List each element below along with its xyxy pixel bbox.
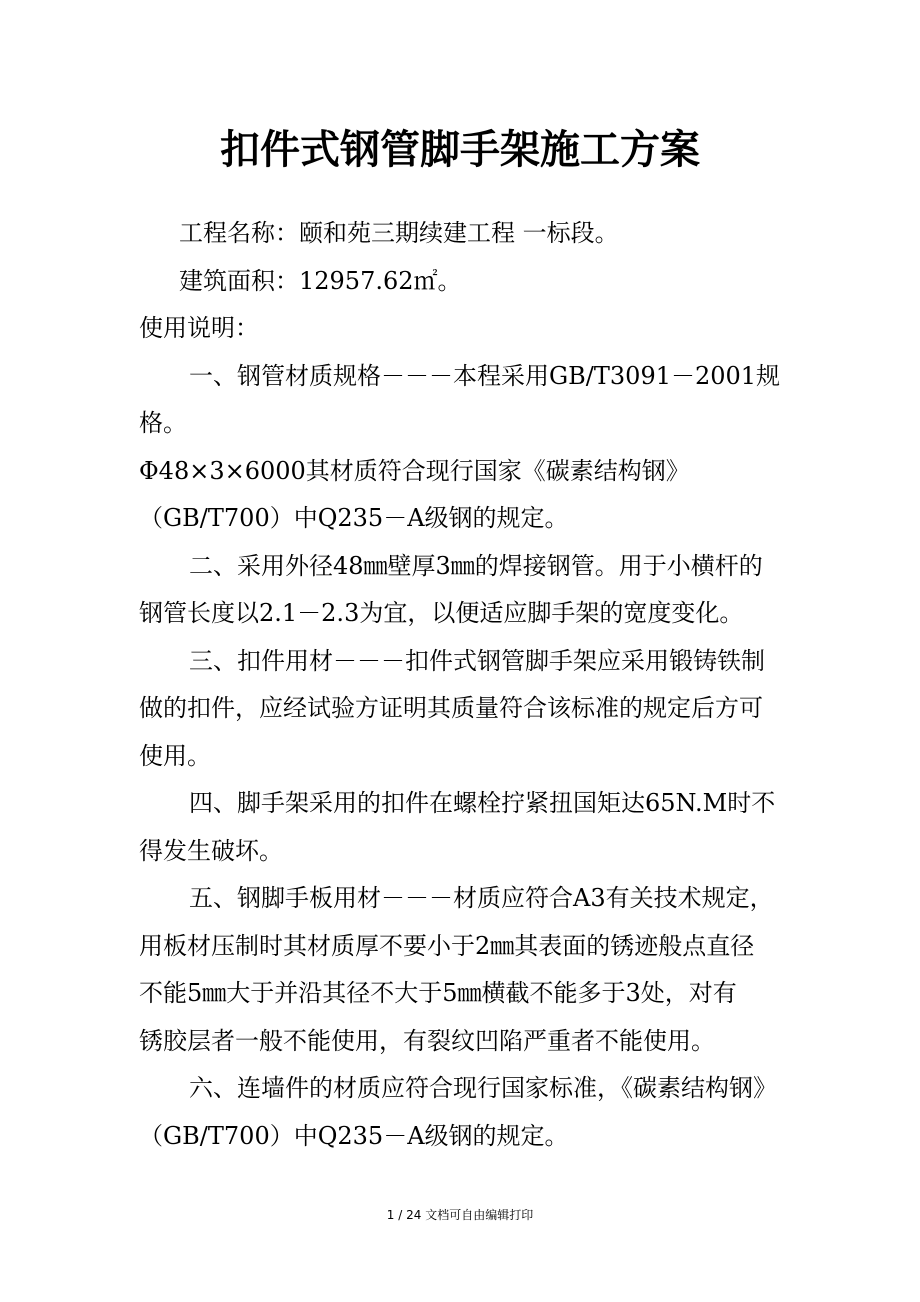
paragraph-line: 一、钢管材质规格－－－本程采用GB/T3091－2001规: [189, 361, 781, 390]
paragraph-line: 格。: [139, 409, 187, 437]
usage-heading: 使用说明：: [139, 314, 259, 342]
paragraph-line: 做的扣件，应经试验方证明其质量符合该标准的规定后方可: [139, 694, 763, 722]
paragraph-line: 使用。: [139, 741, 211, 770]
paragraph-line: 五、钢脚手板用材－－－材质应符合A3有关技术规定，: [189, 884, 774, 912]
paragraph-line: 三、扣件用材－－－扣件式钢管脚手架应采用锻铸铁制: [189, 646, 765, 675]
paragraph-line: （GB/T700）中Q235－A级钢的规定。: [139, 1121, 569, 1150]
building-area-line: 建筑面积：12957.62㎡。: [179, 266, 462, 295]
paragraph-line: 锈胶层者一般不能使用，有裂纹凹陷严重者不能使用。: [139, 1026, 715, 1055]
document-body: [139, 210, 781, 1160]
paragraph-line: 得发生破坏。: [139, 836, 283, 865]
document-title: 扣件式钢管脚手架施工方案: [220, 126, 700, 173]
paragraph-line: 不能5㎜大于并沿其径不大于5㎜横截不能多于3处，对有: [139, 979, 737, 1007]
paragraph-line: Φ48×3×6000其材质符合现行国家《碳素结构钢》: [139, 456, 690, 485]
paragraph-line: 用板材压制时其材质厚不要小于2㎜其表面的锈迹般点直径: [139, 931, 755, 960]
paragraph-line: 六、连墙件的材质应符合现行国家标准，《碳素结构钢》: [189, 1074, 777, 1102]
project-name-line: 工程名称：颐和苑三期续建工程 一标段。: [179, 219, 619, 247]
paragraph-line: 钢管长度以2.1－2.3为宜，以便适应脚手架的宽度变化。: [139, 599, 744, 627]
page-footer: 1 / 24 文档可自由编辑打印: [386, 1208, 534, 1222]
paragraph-line: 四、脚手架采用的扣件在螺栓拧紧扭国矩达65N.M时不: [189, 789, 776, 817]
paragraph-line: （GB/T700）中Q235－A级钢的规定。: [139, 504, 569, 532]
paragraph-line: 二、采用外径48㎜壁厚3㎜的焊接钢管。用于小横杆的: [189, 551, 763, 580]
